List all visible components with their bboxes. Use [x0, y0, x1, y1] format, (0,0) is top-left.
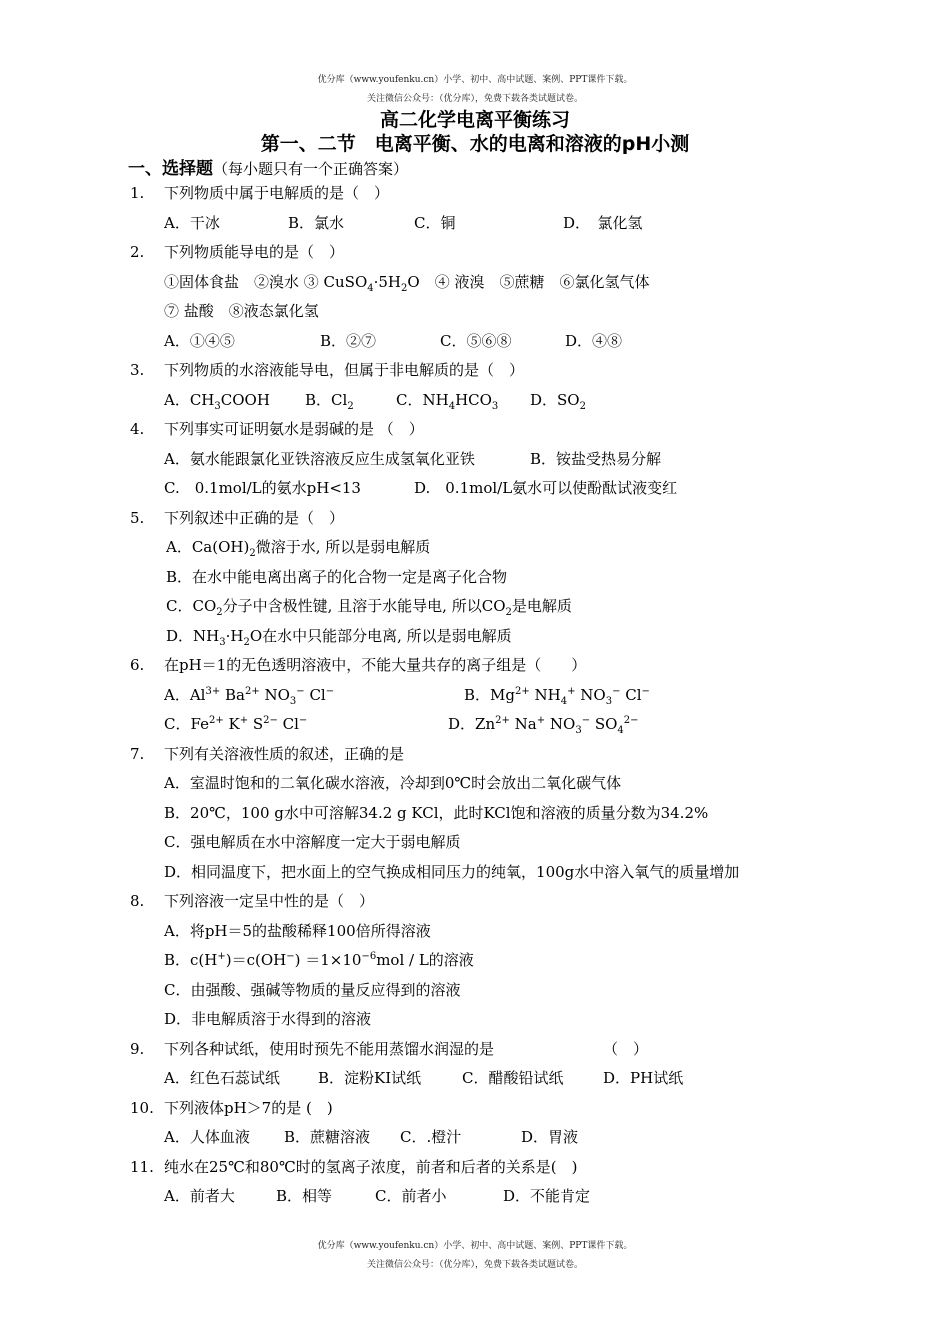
text: 微溶于水, 所以是弱电解质 — [255, 538, 431, 556]
text: A．Ca(OH) — [166, 538, 250, 556]
superscript: 2− — [623, 715, 639, 726]
question-stem: 下列溶液一定呈中性的是（ ） — [164, 892, 375, 910]
superscript: − — [286, 951, 295, 962]
option-c: C．铜 — [414, 214, 456, 232]
subscript: 4 — [617, 725, 624, 736]
option-b: B．蔗糖溶液 — [284, 1128, 371, 1146]
text: NO — [545, 715, 576, 733]
text: Na — [509, 715, 537, 733]
question-stem: 下列液体pH＞7的是 ( ) — [164, 1099, 333, 1117]
text: Ba — [220, 686, 245, 704]
option-a: A．室温时饱和的二氧化碳水溶液，冷却到0℃时会放出二氧化碳气体 — [164, 774, 622, 792]
text: ) ＝1×10 — [294, 951, 362, 969]
document-title: 高二化学电离平衡练习 — [379, 109, 570, 131]
text: mol / L的溶液 — [376, 951, 474, 969]
text: D． — [448, 715, 476, 733]
option-b — [164, 949, 474, 971]
question-stem: 下列各种试纸，使用时预先不能用蒸馏水润湿的是 — [164, 1040, 495, 1058]
superscript: − — [641, 686, 650, 697]
option-a: A．将pH＝5的盐酸稀释100倍所得溶液 — [164, 922, 431, 940]
option-c: C. 0.1mol/L的氨水pH<13 — [164, 479, 361, 497]
text: B．Cl — [305, 391, 348, 409]
subscript: 3 — [491, 401, 499, 412]
option-d: D．非电解质溶于水得到的溶液 — [164, 1010, 372, 1028]
text: C． — [164, 715, 191, 733]
text: ·H — [225, 627, 244, 645]
text: Al — [189, 686, 206, 704]
page-header-line-1: 优分库（www.youfenku.cn）小学、初中、高中试题、案例、PPT课件下载。 — [317, 75, 633, 85]
option-a: A．红色石蕊试纸 — [164, 1069, 280, 1087]
subscript: 2 — [505, 607, 512, 618]
text: S — [248, 715, 264, 733]
document-subtitle: 第一、二节 电离平衡、水的电离和溶液的pH小测 — [260, 133, 690, 155]
superscript: 2+ — [244, 686, 260, 697]
subscript: 4 — [560, 696, 568, 707]
superscript: + — [536, 715, 546, 726]
superscript: 2+ — [515, 686, 530, 697]
superscript: 2+ — [495, 715, 510, 726]
text: D．NH — [166, 627, 220, 645]
option-b: B．20℃，100 g水中可溶解34.2 g KCl，此时KCl饱和溶液的质量分数为34.2% — [164, 804, 709, 822]
text: D．SO — [530, 391, 580, 409]
text: ①固体食盐 ②溴水 ③ CuSO — [164, 273, 368, 291]
option-b: B．铵盐受热易分解 — [530, 450, 662, 468]
subscript: 2 — [579, 401, 586, 412]
text: NH — [529, 686, 561, 704]
option-a: A．①④⑤ — [164, 332, 235, 350]
option-d: D．不能肯定 — [503, 1187, 591, 1205]
option-c: C．醋酸铅试纸 — [462, 1069, 564, 1087]
page-header-line-2: 关注微信公众号：（优分库），免费下载各类试题试卷。 — [366, 94, 583, 104]
option-c — [166, 595, 572, 617]
option-c: C．.橙汁 — [400, 1128, 462, 1146]
section-label: 一、选择题 — [128, 159, 213, 179]
superscript: 2+ — [208, 715, 224, 726]
question-2-items-line-2: ⑦ 盐酸 ⑧液态氯化氢 — [164, 302, 319, 320]
option-b: B．②⑦ — [320, 332, 377, 350]
option-b — [305, 389, 354, 411]
section-heading — [128, 158, 408, 180]
superscript: + — [567, 686, 576, 697]
option-c — [396, 389, 498, 411]
option-d: D． 氯化氢 — [563, 214, 643, 232]
text: A． — [164, 686, 190, 704]
text: K — [223, 715, 240, 733]
page-footer-line-2: 关注微信公众号：（优分库），免费下载各类试题试卷。 — [366, 1260, 583, 1270]
question-number: 10. — [130, 1099, 154, 1117]
option-d — [530, 389, 586, 411]
option-d: D．相同温度下，把水面上的空气换成相同压力的纯氧，100g水中溶入氧气的质量增加 — [164, 863, 740, 881]
option-d: D. 0.1mol/L氨水可以使酚酞试液变红 — [414, 479, 678, 497]
text: O在水中只能部分电离, 所以是弱电解质 — [249, 627, 512, 645]
text: Cl — [620, 686, 642, 704]
text: COOH — [220, 391, 270, 409]
option-c — [164, 713, 307, 735]
superscript: 2− — [263, 715, 278, 726]
question-stem: 下列物质中属于电解质的是（ ） — [164, 184, 390, 202]
subscript: 4 — [448, 401, 456, 412]
text: 是电解质 — [511, 597, 572, 615]
text: C．NH — [396, 391, 449, 409]
superscript: 3+ — [205, 686, 221, 697]
question-2-items-line-1 — [164, 271, 649, 293]
option-b: B．淀粉KI试纸 — [318, 1069, 422, 1087]
text: Zn — [475, 715, 496, 733]
superscript: − — [298, 715, 308, 726]
subscript: 3 — [214, 401, 221, 412]
question-stem: 下列有关溶液性质的叙述，正确的是 — [164, 745, 405, 763]
question-stem: 下列物质能导电的是（ ） — [164, 243, 345, 261]
text: C．CO — [166, 597, 217, 615]
text: B．c(H — [164, 951, 218, 969]
option-a — [164, 389, 270, 411]
text: Mg — [490, 686, 515, 704]
subscript: 2 — [347, 401, 354, 412]
answer-parentheses: （ ） — [603, 1040, 649, 1058]
option-c: C．⑤⑥⑧ — [440, 332, 512, 350]
text: Cl — [277, 715, 299, 733]
superscript: −6 — [361, 951, 377, 962]
option-d: D．④⑧ — [565, 332, 623, 350]
option-a: A．氨水能跟氯化亚铁溶液反应生成氢氧化亚铁 — [164, 450, 475, 468]
subscript: 2 — [249, 548, 256, 559]
superscript: + — [239, 715, 249, 726]
option-a: A．干冰 — [164, 214, 220, 232]
option-d: D．PH试纸 — [603, 1069, 684, 1087]
text: ·5H — [373, 273, 402, 291]
text: O ④ 液溴 ⑤蔗糖 ⑥氯化氢气体 — [407, 273, 650, 291]
question-number: 5. — [130, 509, 145, 527]
option-b: B．氯水 — [288, 214, 345, 232]
option-a — [164, 684, 334, 706]
text: Fe — [190, 715, 209, 733]
text: )＝c(OH — [225, 951, 287, 969]
option-b — [464, 684, 650, 706]
option-d — [448, 713, 639, 735]
question-stem: 纯水在25℃和80℃时的氢离子浓度，前者和后者的关系是( ) — [164, 1158, 578, 1176]
question-number: 2. — [130, 243, 145, 261]
option-c: C．前者小 — [375, 1187, 447, 1205]
text: NO — [259, 686, 290, 704]
question-number: 1. — [130, 184, 145, 202]
question-number: 3. — [130, 361, 145, 379]
superscript: − — [612, 686, 621, 697]
option-a — [166, 536, 430, 558]
subscript: 3 — [605, 696, 613, 707]
question-number: 4. — [130, 420, 145, 438]
option-c: C．强电解质在水中溶解度一定大于弱电解质 — [164, 833, 461, 851]
question-number: 8. — [130, 892, 145, 910]
superscript: − — [581, 715, 591, 726]
question-stem: 在pH＝1的无色透明溶液中，不能大量共存的离子组是（ ） — [164, 656, 587, 674]
subscript: 3 — [219, 637, 226, 648]
option-b: B．在水中能电离出离子的化合物一定是离子化合物 — [166, 568, 508, 586]
option-b: B．相等 — [276, 1187, 333, 1205]
superscript: − — [325, 686, 335, 697]
subscript: 2 — [216, 607, 223, 618]
subscript: 4 — [367, 283, 374, 294]
text: 分子中含极性键, 且溶于水能导电, 所以CO — [222, 597, 506, 615]
subscript: 2 — [243, 637, 250, 648]
question-number: 6. — [130, 656, 145, 674]
question-stem: 下列事实可证明氨水是弱碱的是 （ ） — [164, 420, 424, 438]
subscript: 3 — [575, 725, 582, 736]
question-stem: 下列叙述中正确的是（ ） — [164, 509, 345, 527]
text: SO — [590, 715, 618, 733]
superscript: + — [217, 951, 226, 962]
question-number: 11. — [130, 1158, 154, 1176]
subscript: 2 — [401, 283, 408, 294]
option-a: A．前者大 — [164, 1187, 235, 1205]
question-number: 7. — [130, 745, 145, 763]
option-d: D．胃液 — [521, 1128, 579, 1146]
question-number: 9. — [130, 1040, 145, 1058]
page-footer-line-1: 优分库（www.youfenku.cn）小学、初中、高中试题、案例、PPT课件下载。 — [317, 1241, 633, 1251]
text: A．CH — [164, 391, 215, 409]
option-a: A．人体血液 — [164, 1128, 250, 1146]
text: NO — [575, 686, 606, 704]
text: HCO — [455, 391, 492, 409]
section-note: （每小题只有一个正确答案） — [213, 160, 409, 178]
question-stem: 下列物质的水溶液能导电，但属于非电解质的是（ ） — [164, 361, 525, 379]
superscript: − — [296, 686, 305, 697]
option-c: C．由强酸、强碱等物质的量反应得到的溶液 — [164, 981, 461, 999]
text: B． — [464, 686, 491, 704]
subscript: 3 — [289, 696, 297, 707]
option-d — [166, 625, 512, 647]
text: Cl — [304, 686, 326, 704]
